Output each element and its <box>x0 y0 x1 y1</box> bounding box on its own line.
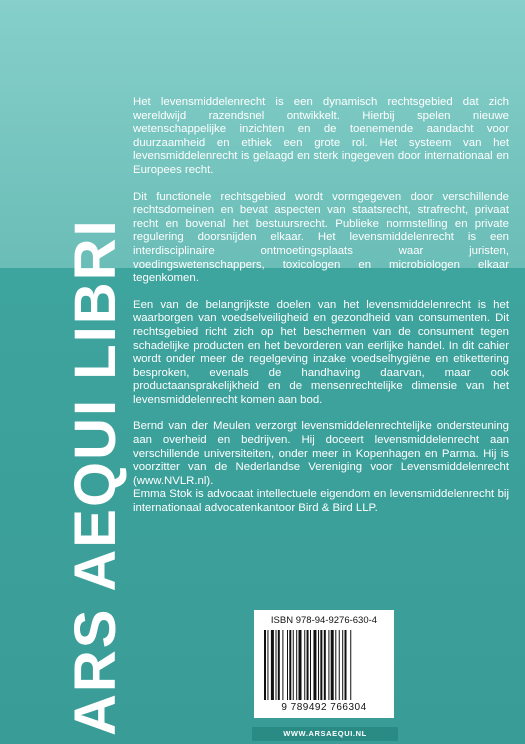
isbn-label: ISBN 978-94-9276-630-4 <box>270 615 378 626</box>
paragraph-goals: Een van de belangrijkste doelen van het levensmiddelenrecht is het waarborgen van voedselveiligheid en gezondheid van consumenten. Dit rechtsgebied richt zich op het beschermen van de consument tegen schadelijke producten en het bevorderen van eerlijke handel. In dit cahier wordt onder meer de regelgeving inzake voedselhygiëne en etikettering besproken, evenals de handhaving daarvan, maar ook productaansprakelijkheid en de mensenrechtelijke dimensie van het levensmiddelenrecht komen aan bod. <box>133 298 509 406</box>
series-title: ARS AEQUI LIBRI <box>63 218 128 736</box>
barcode-block <box>254 610 394 718</box>
paragraph-domains: Dit functionele rechtsgebied wordt vormgegeven door verschillende rechtsdomeinen en bevat aspecten van staatsrecht, strafrecht, privaat recht en bovenal het bestuursrecht. Publieke normstelling en private regulering doorsnijden elkaar. Het levensmiddelenrecht is een interdisciplinaire ontmoetingsplaats waar juristen, voedingswetenschappers, toxicologen en microbiologen elkaar tegenkomen. <box>133 190 509 285</box>
blurb <box>133 96 509 529</box>
barcode-digits: 9 789492 766304 <box>281 702 367 713</box>
publisher-url[interactable]: WWW.ARSAEQUI.NL <box>252 727 398 741</box>
paragraph-intro: Het levensmiddelenrecht is een dynamisch rechtsgebied dat zich wereldwijd razendsnel ontwikkelt. Hierbij spelen nieuwe wetenschappelijke inzichten en de toenemende aandacht voor duurzaamheid en ethiek een grote rol. Het systeem van het levensmiddelenrecht is gelaagd en sterk ingegeven door internationaal en Europees recht. <box>133 96 509 176</box>
barcode-icon <box>264 630 386 700</box>
paragraph-authors: Bernd van der Meulen verzorgt levensmiddelenrechtelijke ondersteuning aan overheid en bedrijven. Hij doceert levensmiddelenrecht aan verschillende universiteiten, onder meer in Kopenhagen en Parma. Hij is voorzitter van de Nederlandse Vereniging voor Levensmiddelenrecht (www.NVLR.nl). Emma Stok is advocaat intellectuele eigendom en levensmiddelenrecht bij internationaal advocatenkantoor Bird & Bird LLP. <box>133 420 509 515</box>
